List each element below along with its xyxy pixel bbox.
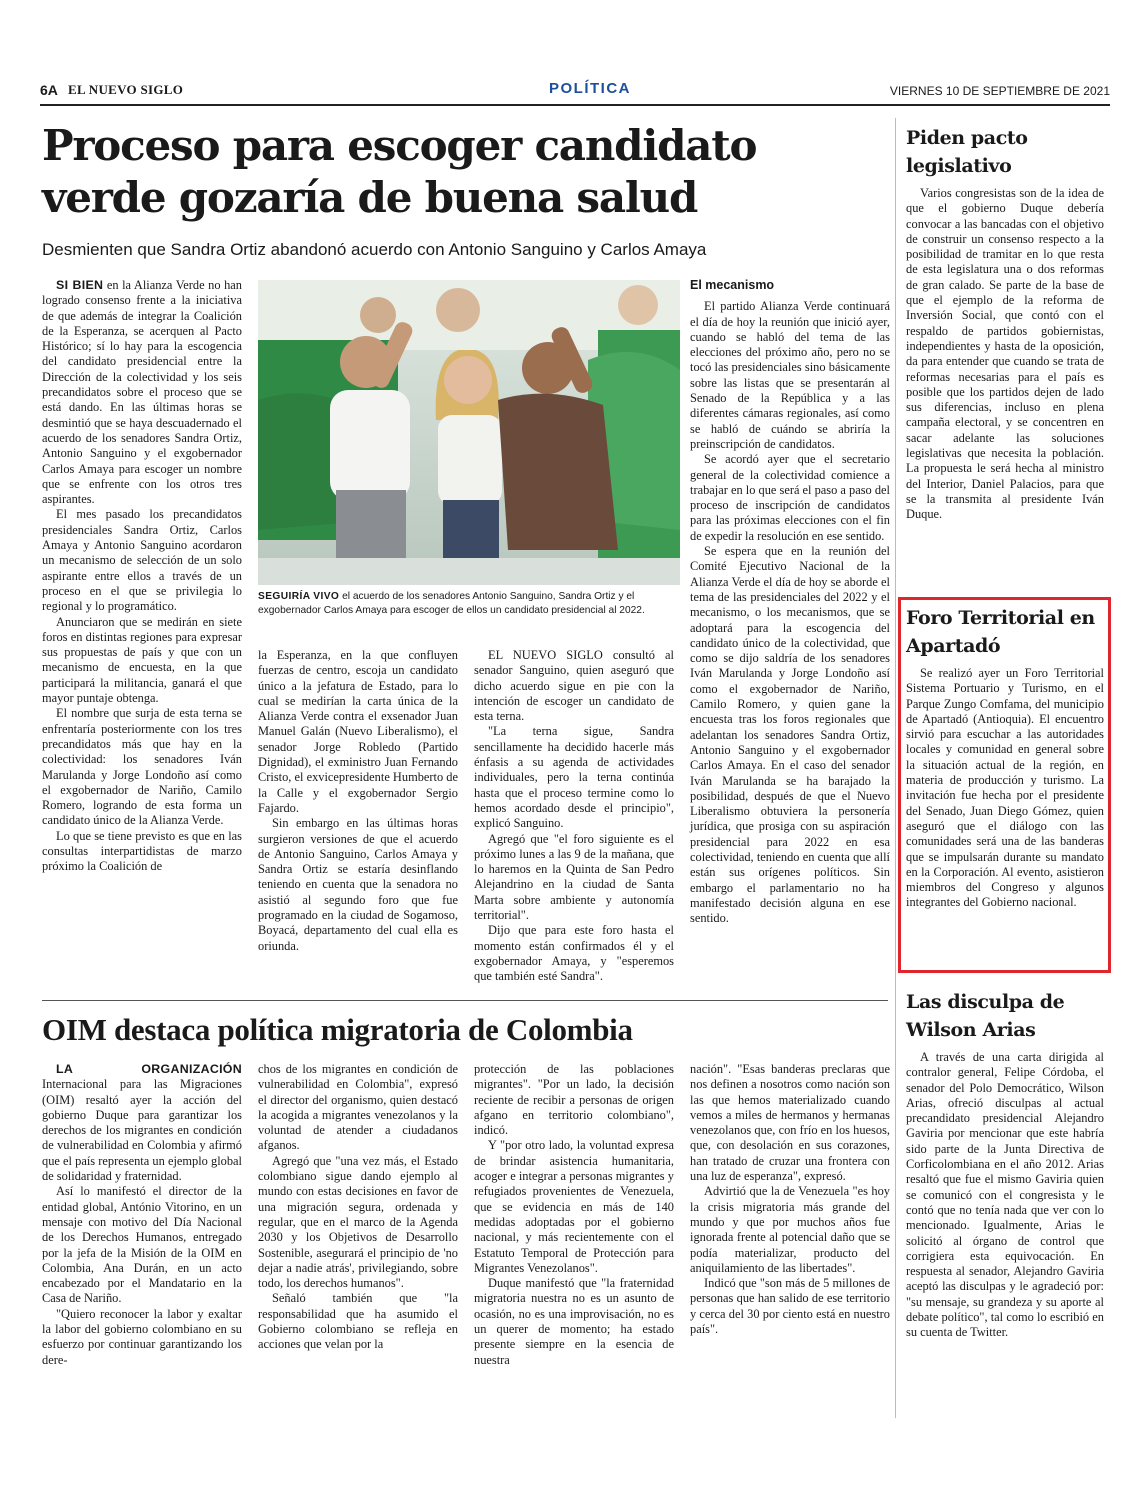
article-photo (258, 280, 680, 585)
main-paragraph: EL NUEVO SIGLO consultó al senador Sanguino, quien aseguró que dicho acuerdo sigue en pie con la intención de escoger un candidato de esta terna. (474, 648, 674, 724)
page-number: 6A (40, 82, 58, 98)
sidebar-paragraph: A través de una carta dirigida al contralor general, Felipe Córdoba, el senador del Polo Democrático, Wilson Arias, ofreció disculpas al actual precandidato presidencial Alejandro Gaviria por mencionar que este habría sido parte de la Junta Directiva de Corficolombiana en el año 2012. Arias resaltó que fue el mismo Gaviria quien se comunicó con el congresista y le contó que no tenía nada que ver con lo mencionado. Igualmente, Arias le solicitó al órgano de control que corrigiera esta equivocación. En respuesta al senador, Alejandro Gaviria aceptó las disculpas y le agradeció por: "su mensaje, su grandeza y su aporte al debate político", tal como lo escribió en su cuenta de Twitter. (906, 1050, 1104, 1340)
oim-paragraph: protección de las poblaciones migrantes". "Por un lado, la decisión reciente de recibir a personas de origen afgano en territorio colombiano", indicó. (474, 1062, 674, 1138)
section-label: POLÍTICA (549, 80, 631, 97)
main-subheadline: Desmienten que Sandra Ortiz abandonó acuerdo con Antonio Sanguino y Carlos Amaya (42, 240, 707, 259)
main-paragraph: "La terna sigue, Sandra sencillamente ha decidido hacerle más énfasis a su agenda de actividades individuales, pero la terna continúa hasta que el proceso termine como lo hemos acordado desde el principio", explicó Sanguino. (474, 724, 674, 831)
sidebar-title-arias: Las disculpa de Wilson Arias (906, 991, 1065, 1041)
main-paragraph: El nombre que surja de esta terna se enfrentaría posteriormente con los tres precandidatos más que hay en la colectividad: los senadores Iván Marulanda y Jorge Londoño así como el exgobernador de Nariño, Camilo Romero, logrando de esta forma un candidato único de la Alianza Verde. (42, 706, 242, 828)
oim-column-3 (474, 1062, 674, 1368)
oim-paragraph: Así lo manifestó el director de la entidad global, António Vitorino, en un mensaje con motivo del Día Nacional de los Derechos Humanos, entregado por la jefa de la Misión de la OIM en Colombia, Ana Durán, en un acto encabezado por el Mandatario en la Casa de Nariño. (42, 1184, 242, 1306)
main-paragraph: El partido Alianza Verde continuará el día de hoy la reunión que inició ayer, cuando se habló del tema de las elecciones del próximo año, pero no se tocó las presidenciales sino básicamente sobre las listas que se presentarán al Senado de la República y a las diferentes cámaras regionales, así como se habló de cuándo se abriría la preinscripción de candidatos. (690, 299, 890, 451)
oim-paragraph: Y "por otro lado, la voluntad expresa de brindar asistencia humanitaria, acoger e integrar a personas migrantes y refugiados provenientes de Venezuela, que se evidencia en más de 140 medidas adoptadas por el gobierno nacional, y más recientemente con el Estatuto Temporal de Protección para Migrantes Venezolanos". (474, 1138, 674, 1275)
oim-paragraph: Duque manifestó que "la fraternidad migratoria nuestra no es un asunto de ocasión, no es una improvisación, no es un querer de momento; ha estado presente siempre en la esencia de nuestra (474, 1276, 674, 1367)
sidebar-brief-foro (906, 666, 1104, 911)
oim-column-1 (42, 1062, 242, 1368)
oim-paragraph: Indicó que "son más de 5 millones de personas que han salido de ese territorio y cerca del 30 por ciento está en nuestro país". (690, 1276, 890, 1337)
main-paragraph: Dijo que para este foro hasta el momento están confirmados él y el exgobernador Amaya, y "esperemos que también esté Sandra". (474, 923, 674, 984)
main-paragraph: SI BIEN en la Alianza Verde no han logrado consenso frente a la iniciativa de que además de integrar la Coalición de la Esperanza, se acerquen al Pacto Histórico; sí lo hay para la escogencia del candidato presidencial entre la Dirección de la colectividad y los seis precandidatos sobre el proceso que se está dando. En las últimas horas se desmintió que se haya descuadernado el acuerdo de los senadores Sandra Ortiz, Antonio Sanguino y el exgobernador Carlos Amaya para escoger un nombre que se enfrente con los otros tres aspirantes. (42, 278, 242, 507)
oim-paragraph: chos de los migrantes en condición de vulnerabilidad en Colombia", expresó el director del organismo, quien destacó la acogida a migrantes venezolanos y la voluntad de atender a ciudadanos afganos. (258, 1062, 458, 1153)
sidebar-paragraph: Se realizó ayer un Foro Territorial Sistema Portuario y Turismo, en el Parque Zungo Comfama, del municipio de Apartadó (Antioquia). El encuentro sirvió para escuchar a las autoridades locales y comunidad en general sobre la situación actual de la región, en materia de producción y turismo. La invitación fue hecha por el presidente del Senado, Juan Diego Gómez, quien aseguró que el diálogo con las comunidades será una de las banderas que se impulsarán durante su mandato en la Corporación. Al evento, asistieron miembros del Congreso y algunos integrantes del Gobierno nacional. (906, 666, 1104, 910)
sidebar-title-foro: Foro Territorial en Apartadó (906, 607, 1095, 657)
page-header (40, 78, 1110, 106)
main-column-4 (690, 278, 890, 926)
oim-paragraph: LA ORGANIZACIÓN Internacional para las Migraciones (OIM) resaltó ayer la acción del gobierno Duque para garantizar los derechos de los migrantes en condición de vulnerabilidad en Colombia y afirmó que el país representa un ejemplo global de solidaridad y fraternidad. (42, 1062, 242, 1184)
main-paragraph: Sin embargo en las últimas horas surgieron versiones de que el acuerdo de Antonio Sanguino, Carlos Amaya y Sandra Ortiz se estaría desinflando teniendo en cuenta que la senadora no asistió al segundo foro que fue programado en la ciudad de Sogamoso, Boyacá, departamento del cual ella es oriunda. (258, 816, 458, 953)
caption-lead: SEGUIRÍA VIVO (258, 591, 340, 602)
rally-photo-illustration (258, 280, 680, 585)
main-paragraph: Lo que se tiene previsto es que en las consultas interpartidistas de marzo próximo la Coalición de (42, 828, 242, 874)
sidebar-paragraph: Varios congresistas son de la idea de que el gobierno Duque debería convocar a las bancadas con el objetivo de construir un consenso respecto a la posibilidad de tramitar en lo que resta de esta legislatura una o dos reformas de gran calado. Se parte de la base de que el ejemplo de la reforma de Inversión Social, que contó con el respaldo de partidos gobiernistas, independientes y hasta de la oposición, da para entender que cuando se trata de reformas necesarias para el país es posible que los partidos dejen de lado sus diferencias, incluso en plena campaña electoral, y se concentren en sacar adelante las soluciones legislativas que necesita la población. La propuesta le será hecha al ministro del Interior, Daniel Palacios, para que se la transmita al presidente Iván Duque. (906, 186, 1104, 522)
main-paragraph: Se acordó ayer que el secretario general de la colectividad comience a trabajar en lo que será el paso a paso del proceso de inscripción de candidatos para las próximas elecciones con el fin de expedir la resolución en ese sentido. (690, 452, 890, 543)
oim-column-2 (258, 1062, 458, 1353)
oim-headline: OIM destaca política migratoria de Colombia (42, 1012, 633, 1047)
section-subhead: El mecanismo (690, 278, 775, 292)
sidebar-title-pacto: Piden pacto legislativo (906, 127, 1028, 177)
newspaper-name: EL NUEVO SIGLO (68, 82, 184, 97)
sidebar-divider (895, 118, 896, 1418)
main-paragraph: El mes pasado los precandidatos presidenciales Sandra Ortiz, Carlos Amaya y Antonio Sanguino acordaron un mecanismo de selección de un solo aspirante entre ellos a través de un proceso en el que se privilegia lo regional y lo programático. (42, 507, 242, 614)
photo-caption: SEGUIRÍA VIVO el acuerdo de los senadores Antonio Sanguino, Sandra Ortiz y el exgobernador Carlos Amaya para escoger de ellos un candidato presidencial al 2022. (258, 591, 645, 616)
oim-column-4 (690, 1062, 890, 1337)
sidebar-brief-arias (906, 1050, 1104, 1341)
main-paragraph: Agregó que "el foro siguiente es el próximo lunes a las 9 de la mañana, que lo haremos en la Quinta de San Pedro Alejandrino en la ciudad de Santa Marta sobre ambiente y autonomía territorial". (474, 831, 674, 923)
main-column-1 (42, 278, 242, 875)
main-paragraph: Anunciaron que se medirán en siete foros en distintas regiones para expresar sus propuestas de país y que con un mecanismo de encuesta, en la que participará la militancia, ganará el que mayor puntaje obtenga. (42, 614, 242, 706)
main-paragraph: Se espera que en la reunión del Comité Ejecutivo Nacional de la Alianza Verde el día de hoy se aborde el tema de las presidenciales del 2022 y el mecanismo, o los mecanismos, que se adoptará para la escogencia del candidato único de la colectividad, que como se dijo saldría de los senadores Iván Marulanda y Jorge Londoño así como el exgobernador de Nariño, Camilo Romero, y quien gane la encuesta tras los foros regionales que adelantan los senadores Sandra Ortiz, Antonio Sanguino y el exgobernador Carlos Amaya. En el caso del senador Iván Marulanda se ha barajado la posibilidad, después de que el Nuevo Liberalismo obtuviera la personería jurídica, que prosiga con su aspiración presidencial para 2022 en esa colectividad, teniendo en cuenta que allí están sus orígenes políticos. Sin embargo el parlamentario no ha manifestado decisión alguna en ese sentido. (690, 544, 890, 926)
article-divider (42, 1000, 888, 1001)
main-headline: Proceso para escoger candidato verde gozaría de buena salud (42, 121, 757, 222)
sidebar-brief-pacto (906, 186, 1104, 523)
oim-paragraph: Agregó que "una vez más, el Estado colombiano sigue dando ejemplo al mundo con estas decisiones en favor de una migración segura, ordenada y regular, que en el marco de la Agenda 2030 y los Objetivos de Desarrollo Sostenible, asegurará el principio de 'no dejar a nadie atrás', privilegiando, sobre todo, los derechos humanos". (258, 1153, 458, 1291)
oim-paragraph: Advirtió que la de Venezuela "es hoy la crisis migratoria más grande del mundo y que por muchos años fue ignorada frente al potencial daño que se podía materializar, producto del aniquilamiento de las libertades". (690, 1184, 890, 1275)
lead-in: LA ORGANIZACIÓN (56, 1062, 242, 1076)
main-column-3 (474, 648, 674, 985)
main-paragraph: la Esperanza, en la que confluyen fuerzas de centro, escoja un candidato único a la jefatura de Estado, para lo cual se medirían la carta única de la Alianza Verde contra el exsenador Juan Manuel Galán (Nuevo Liberalismo), el senador Jorge Robledo (Partido Dignidad), el exministro Juan Fernando Cristo, el exvicepresidente Humberto de la Calle y el exgobernador Sergio Fajardo. (258, 648, 458, 815)
oim-paragraph: nación". "Esas banderas preclaras que nos definen a nosotros como nación son las que hemos materializado cuando vemos a miles de hermanos y hermanas venezolanos que, con frío en los huesos, que, con desolación en sus corazones, han tratado de cruzar una frontera con una luz de esperanza", expresó. (690, 1062, 890, 1184)
main-column-2 (258, 648, 458, 954)
oim-paragraph: Señaló también que "la responsabilidad que ha asumido el Gobierno colombiano se refleja en acciones que velan por la (258, 1291, 458, 1352)
oim-paragraph: "Quiero reconocer la labor y exaltar la labor del gobierno colombiano en su esfuerzo por continuar garantizando los dere- (42, 1306, 242, 1367)
issue-date: VIERNES 10 DE SEPTIEMBRE DE 2021 (889, 84, 1110, 98)
lead-in: SI BIEN (56, 278, 104, 292)
